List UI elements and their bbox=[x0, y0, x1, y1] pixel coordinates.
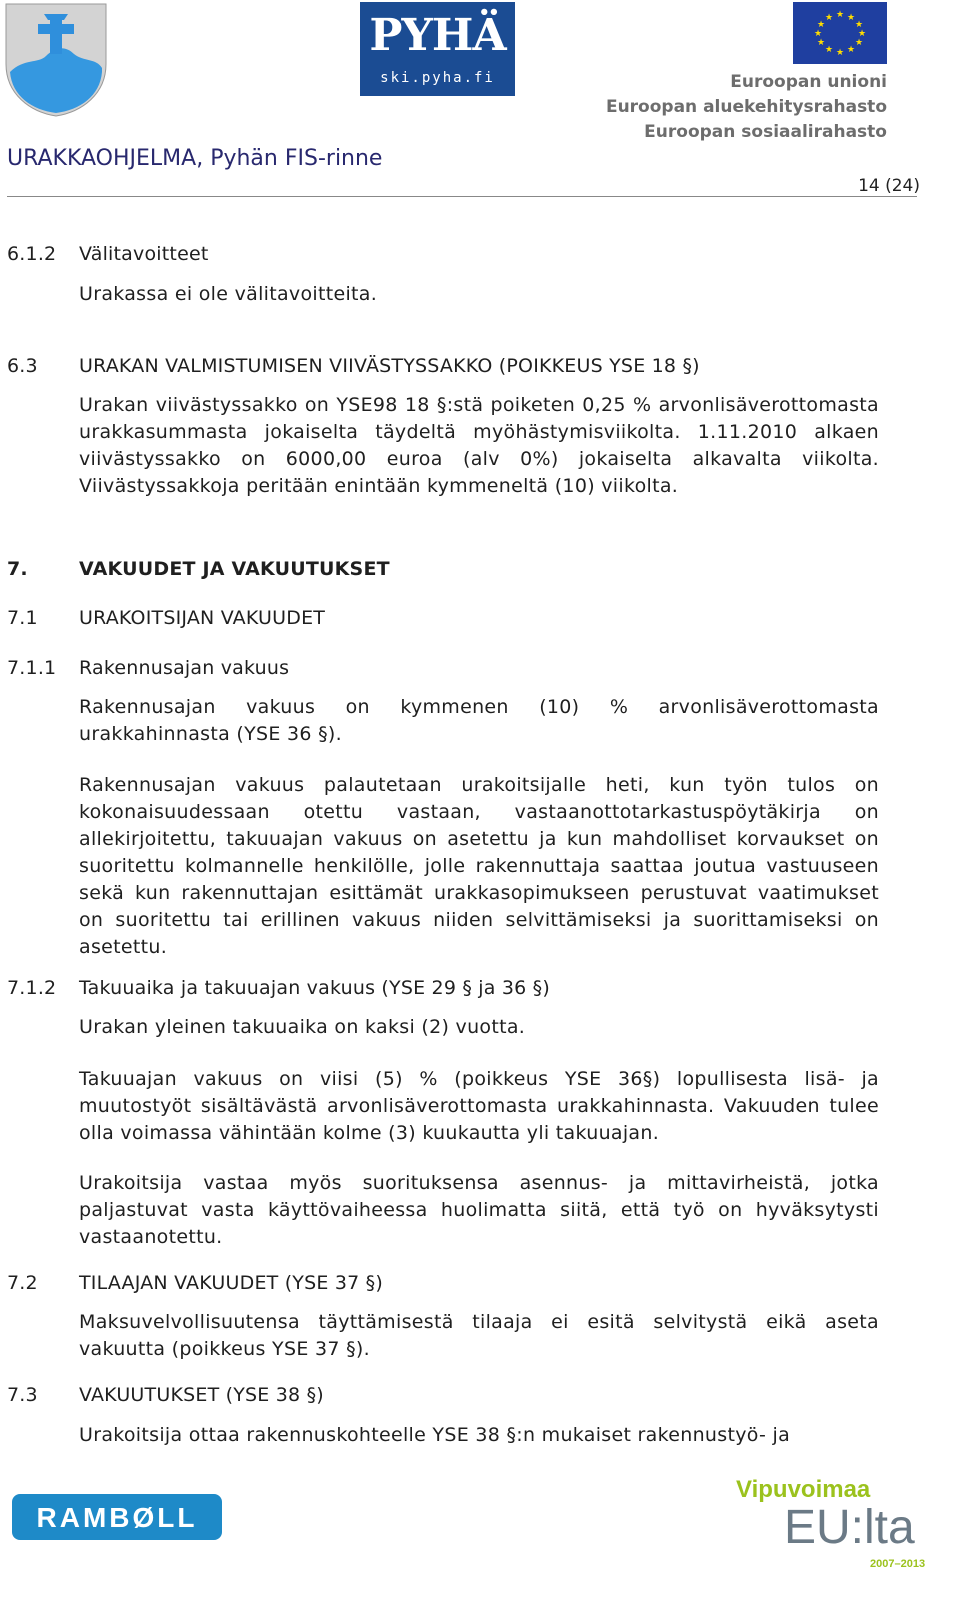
years-text: 2007–2013 bbox=[870, 1558, 926, 1570]
municipality-coat-of-arms bbox=[4, 2, 108, 118]
svg-text:★: ★ bbox=[824, 45, 834, 55]
svg-text:★: ★ bbox=[813, 29, 823, 39]
svg-text:★: ★ bbox=[857, 29, 867, 39]
ramboll-logo-text: RAMBØLL bbox=[36, 1502, 198, 1533]
pyha-logo-main: PYHÄ bbox=[369, 10, 506, 61]
section-number: 6.3 bbox=[7, 355, 38, 377]
paragraph: Takuuajan vakuus on viisi (5) % (poikkeus YSE 36§) lopullisesta lisä- ja muutostyöt sisältävästä arvonlisäverottomasta urakkahinnasta. Vakuuden tulee olla voimassa vähintään kolme (3) kuukautta yli takuuajan. bbox=[79, 1068, 879, 1144]
paragraph: Maksuvelvollisuutensa täyttämisestä tilaaja ei esitä selvitystä eikä aseta vakuutta (poikkeus YSE 37 §). bbox=[79, 1311, 879, 1360]
svg-text:★: ★ bbox=[835, 10, 845, 20]
section-title: Takuuaika ja takuuajan vakuus (YSE 29 § ja 36 §) bbox=[79, 977, 550, 999]
section-title: VAKUUDET JA VAKUUTUKSET bbox=[79, 558, 390, 580]
eu-text-line-3: Euroopan sosiaalirahasto bbox=[644, 122, 887, 142]
svg-text:★: ★ bbox=[824, 13, 834, 23]
svg-text:★: ★ bbox=[846, 45, 856, 55]
section-number: 7.2 bbox=[7, 1272, 38, 1294]
eu-flag-icon bbox=[793, 2, 887, 64]
section-title: VAKUUTUKSET (YSE 38 §) bbox=[79, 1384, 324, 1406]
paragraph: Rakennusajan vakuus on kymmenen (10) % arvonlisäverottomasta urakkahinnasta (YSE 36 §). bbox=[79, 696, 879, 745]
page-number: 14 (24) bbox=[858, 176, 920, 196]
section-title: URAKOITSIJAN VAKUUDET bbox=[79, 607, 326, 629]
svg-text:★: ★ bbox=[816, 38, 826, 48]
section-number: 6.1.2 bbox=[7, 243, 57, 265]
svg-text:★: ★ bbox=[854, 38, 864, 48]
section-title: URAKAN VALMISTUMISEN VIIVÄSTYSSAKKO (POIKKEUS YSE 18 §) bbox=[79, 355, 700, 377]
svg-text:★: ★ bbox=[835, 48, 845, 58]
section-number: 7. bbox=[7, 558, 28, 580]
section-number: 7.1.2 bbox=[7, 977, 57, 999]
paragraph: Urakoitsija vastaa myös suorituksensa asennus- ja mittavirheistä, jotka paljastuvat vasta käyttövaiheessa huolimatta siitä, että työ on hyväksytysti vastaanotettu. bbox=[79, 1172, 879, 1248]
paragraph: Urakoitsija ottaa rakennuskohteelle YSE 38 §:n mukaiset rakennustyö- ja bbox=[79, 1424, 791, 1446]
section-title: Rakennusajan vakuus bbox=[79, 657, 290, 679]
paragraph: Urakan viivästyssakko on YSE98 18 §:stä poiketen 0,25 % arvonlisäverottomasta urakkasummasta jokaiselta täydeltä myöhästymisviikolta. 1.11.2010 alkaen viivästyssakko on 6000,00 euroa (alv 0%) jokaiselta alkavalta viikolta. Viivästyssakkoja peritään enintään kymmeneltä (10) viikolta. bbox=[79, 394, 879, 497]
pyha-ski-logo bbox=[360, 2, 515, 96]
section-title: Välitavoitteet bbox=[79, 243, 209, 265]
paragraph: Rakennusajan vakuus palautetaan urakoitsijalle heti, kun työn tulos on kokonaisuudessaan otettu vastaan, vastaanottotarkastuspöytäkirja on allekirjoitettu, takuuajan vakuus on asetettu ja kun mahdolliset korvaukset on suoritettu kolmannelle henkilölle, jolle rakennuttaja saattaa joutua vastuuseen sekä kun rakennuttajan esittämät urakkasopimukseen perustuvat vaatimukset on suoritettu tai erillinen vakuus niiden selvittämiseksi ja suorittamiseksi on asetettu. bbox=[79, 774, 879, 958]
paragraph: Urakassa ei ole välitavoitteita. bbox=[79, 283, 378, 305]
section-number: 7.3 bbox=[7, 1384, 38, 1406]
section-title: TILAAJAN VAKUUDET (YSE 37 §) bbox=[79, 1272, 383, 1294]
ramboll-logo bbox=[12, 1494, 222, 1540]
svg-text:★: ★ bbox=[816, 20, 826, 30]
eu-text-line-1: Euroopan unioni bbox=[730, 72, 887, 92]
eu-lta-text: EU:lta bbox=[784, 1501, 915, 1554]
paragraph: Urakan yleinen takuuaika on kaksi (2) vuotta. bbox=[79, 1016, 526, 1038]
pyha-logo-sub: ski.pyha.fi bbox=[380, 70, 495, 86]
svg-text:★: ★ bbox=[854, 20, 864, 30]
vipuvoimaa-eu-logo bbox=[730, 1476, 930, 1616]
vipuvoimaa-text: Vipuvoimaa bbox=[736, 1476, 871, 1503]
header-divider bbox=[7, 196, 917, 197]
document-title: URAKKAOHJELMA, Pyhän FIS-rinne bbox=[7, 146, 383, 171]
section-number: 7.1 bbox=[7, 607, 38, 629]
section-number: 7.1.1 bbox=[7, 657, 57, 679]
eu-text-line-2: Euroopan aluekehitysrahasto bbox=[605, 97, 887, 117]
svg-text:★: ★ bbox=[846, 13, 856, 23]
